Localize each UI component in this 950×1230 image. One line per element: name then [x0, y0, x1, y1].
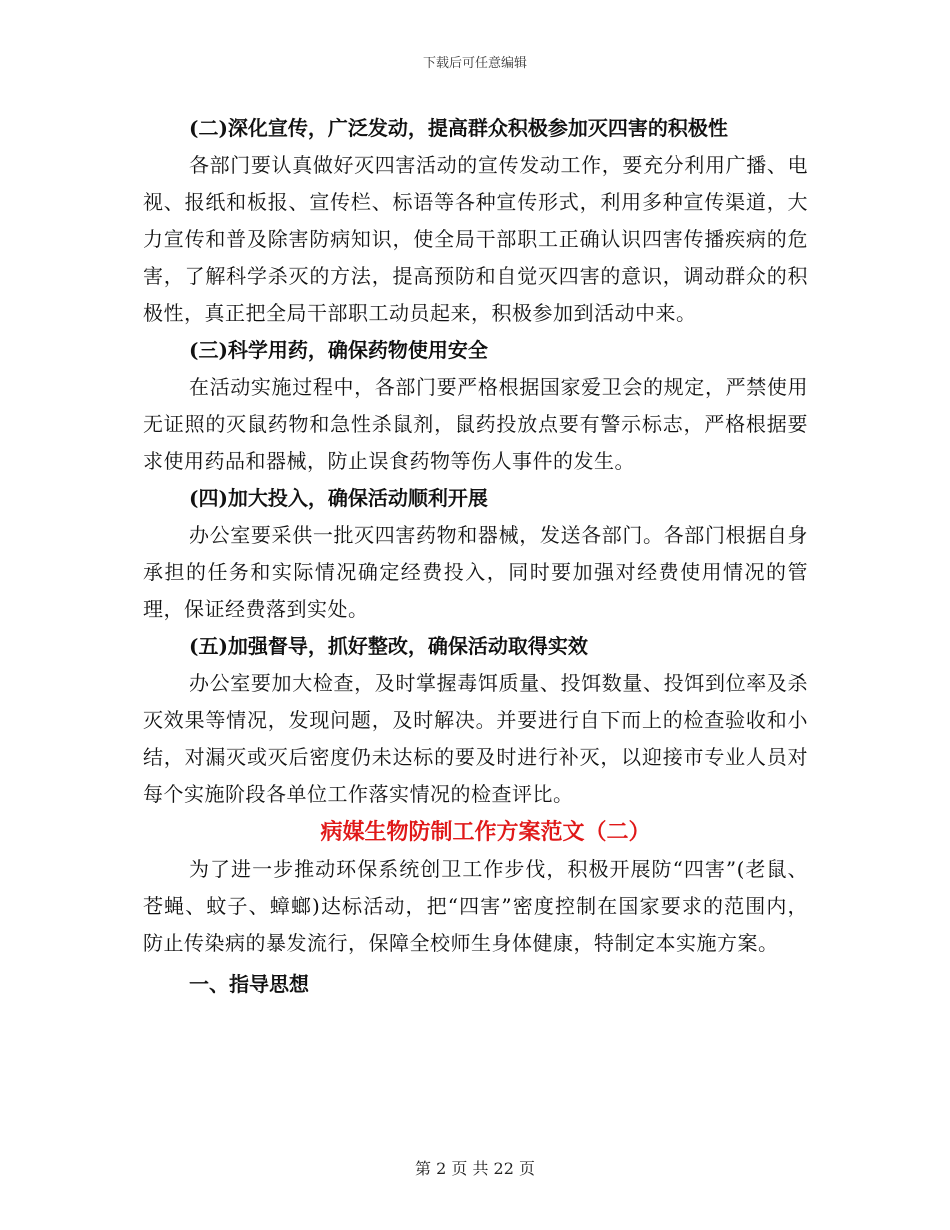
guiding-thought-heading: 一、指导思想 [189, 972, 309, 996]
section-heading-5: (五)加强督导，抓好整改，确保活动取得实效 [189, 634, 588, 658]
section-body-4: 办公室要采供一批灭四害药物和器械，发送各部门。各部门根据自身承担的任务和实际情况确定经费投入，同时要加强对经费使用情况的管理，保证经费落到实处。 [143, 523, 808, 621]
page-number: 第 2 页 共 22 页 [415, 1159, 535, 1178]
section-body-3: 在活动实施过程中，各部门要严格根据国家爱卫会的规定，严禁使用无证照的灭鼠药物和急性杀鼠剂，鼠药投放点要有警示标志，严格根据要求使用药品和器械，防止误食药物等伤人事件的发生。 [143, 375, 808, 473]
section-body-2: 各部门要认真做好灭四害活动的宣传发动工作，要充分利用广播、电视、报纸和板报、宣传栏、标语等各种宣传形式，利用多种宣传渠道，大力宣传和普及除害防病知识，使全局干部职工正确认识四害传播疾病的危害，了解科学杀灭的方法，提高预防和自觉灭四害的意识，调动群众的积极性，真正把全局干部职工动员起来，积极参加到活动中来。 [143, 153, 808, 325]
section-body-5: 办公室要加大检查，及时掌握毒饵质量、投饵数量、投饵到位率及杀灭效果等情况，发现问题，及时解决。并要进行自下而上的检查验收和小结，对漏灭或灭后密度仍未达标的要及时进行补灭，以迎接市专业人员对每个实施阶段各单位工作落实情况的检查评比。 [143, 671, 808, 806]
section-heading-2: (二)深化宣传，广泛发动，提高群众积极参加灭四害的积极性 [189, 116, 728, 140]
page-header: 下载后可任意编辑 [422, 56, 527, 71]
section-heading-3: (三)科学用药，确保药物使用安全 [189, 338, 488, 362]
document-title: 病媒生物防制工作方案范文（二） [320, 819, 651, 845]
section-heading-4: (四)加大投入，确保活动顺利开展 [189, 486, 488, 510]
intro-paragraph: 为了进一步推动环保系统创卫工作步伐，积极开展防“四害”(老鼠、苍蝇、蚊子、蟑螂)达标活动，把“四害”密度控制在国家要求的范围内，防止传染病的暴发流行，保障全校师生身体健康，特制定本实施方案。 [143, 857, 808, 955]
document-body [143, 110, 808, 1003]
